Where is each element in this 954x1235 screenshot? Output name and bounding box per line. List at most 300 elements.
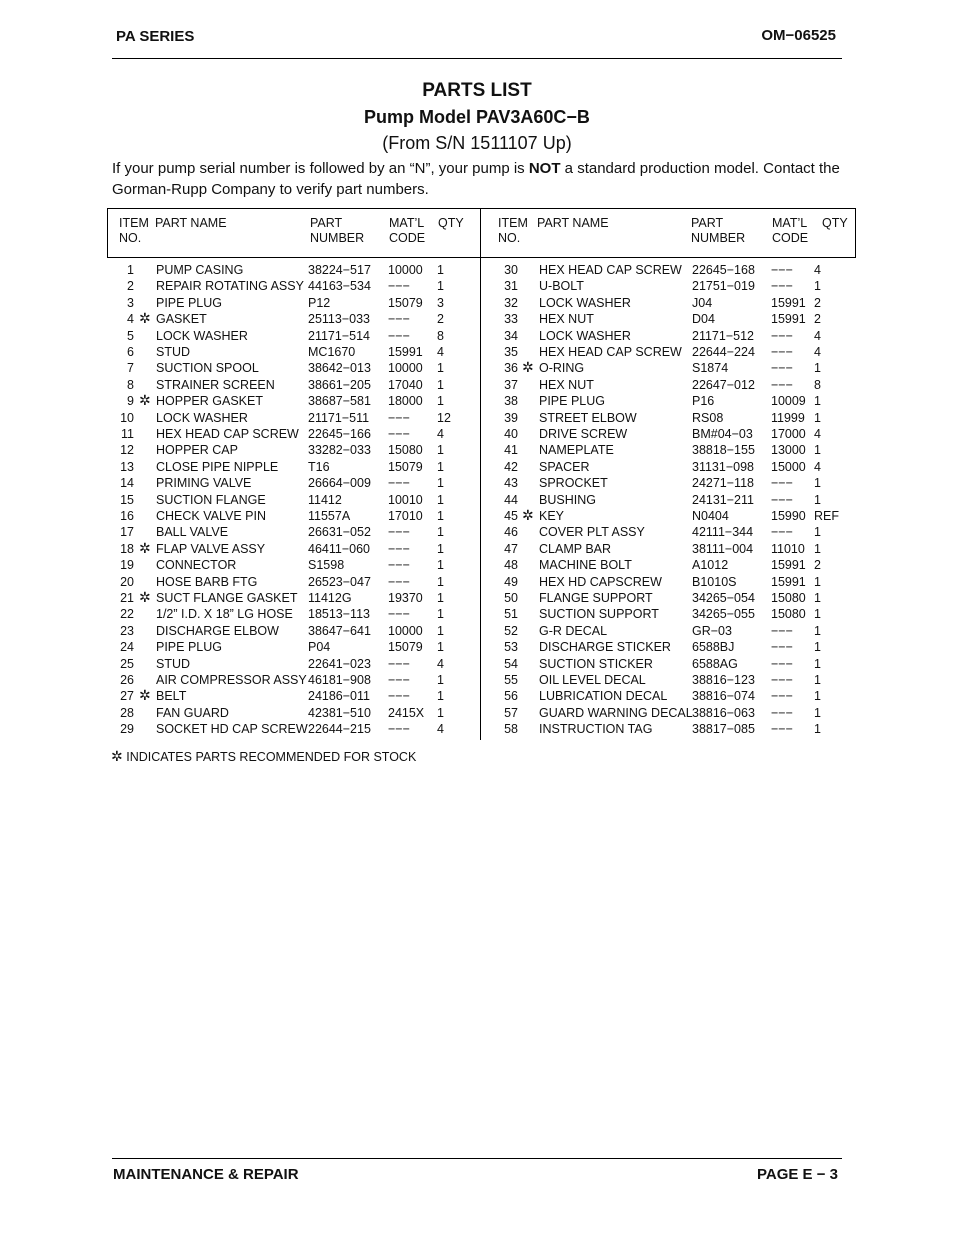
part-number: 21751−019: [692, 279, 755, 294]
item-number: 9: [127, 394, 134, 409]
quantity: 4: [814, 328, 821, 343]
matl-code: 10000: [388, 263, 423, 277]
matl-code: 15079: [388, 459, 423, 474]
item-number: 7: [127, 361, 134, 376]
item-number: 54: [504, 656, 518, 671]
asterisk-icon: ✲: [139, 589, 151, 605]
part-name: CONNECTOR: [156, 558, 237, 573]
matl-code: 10010: [388, 492, 423, 507]
matl-code: −−−: [388, 410, 410, 425]
item-number: 50: [504, 591, 518, 605]
page-title: PARTS LIST: [422, 80, 532, 101]
item-number: 52: [504, 623, 518, 638]
matl-code: −−−: [771, 623, 793, 638]
quantity: 4: [814, 427, 821, 441]
part-name: PIPE PLUG: [156, 640, 222, 655]
item-number: 39: [504, 410, 518, 425]
matl-code: −−−: [771, 263, 793, 277]
quantity: 1: [814, 591, 821, 605]
part-number: 22644−224: [692, 345, 755, 359]
quantity: 1: [437, 361, 444, 376]
item-number: 51: [504, 607, 518, 622]
part-name: NAMEPLATE: [539, 443, 614, 458]
item-number: 32: [504, 295, 518, 310]
quantity: 4: [814, 459, 821, 474]
header-part-name-left: PART NAME: [155, 216, 227, 230]
item-number: 4: [127, 312, 134, 327]
part-name: GUARD WARNING DECAL: [539, 705, 693, 720]
header-doc-number: OM−06525: [761, 27, 836, 44]
part-name: SUCTION STICKER: [539, 656, 653, 671]
header-part-number-right: PART NUMBER: [691, 216, 746, 245]
part-name: PRIMING VALVE: [156, 476, 252, 491]
part-number: GR−03: [692, 623, 732, 638]
item-number: 34: [504, 328, 518, 343]
part-name: 1/2” I.D. X 18” LG HOSE: [156, 607, 293, 622]
header-item-no-left: ITEM NO.: [119, 216, 149, 245]
header-part-name-right: PART NAME: [537, 216, 609, 230]
item-number: 25: [120, 656, 134, 671]
quantity: 4: [814, 263, 821, 277]
quantity: 1: [814, 574, 821, 589]
part-name: LOCK WASHER: [156, 410, 248, 425]
part-number: 38817−085: [692, 722, 755, 737]
matl-code: −−−: [771, 279, 793, 294]
part-number: 38818−155: [692, 443, 755, 458]
table-row: [0, 344, 954, 360]
table-row: [0, 459, 954, 475]
part-name: PIPE PLUG: [539, 394, 605, 409]
quantity: 1: [814, 640, 821, 655]
quantity: 4: [437, 345, 444, 359]
item-number: 41: [504, 443, 518, 458]
item-number: 18: [120, 541, 134, 556]
quantity: 1: [814, 279, 821, 294]
part-name: O-RING: [539, 361, 585, 376]
part-name: G-R DECAL: [539, 623, 608, 638]
matl-code: 19370: [388, 591, 423, 605]
part-name: HEX HEAD CAP SCREW: [539, 263, 682, 277]
part-number: 22645−168: [692, 263, 755, 277]
part-number: 33282−033: [308, 443, 371, 458]
part-name: BELT: [156, 689, 187, 704]
quantity: 1: [814, 492, 821, 507]
part-number: P12: [308, 295, 331, 310]
part-number: 31131−098: [692, 459, 754, 474]
quantity: 1: [437, 492, 444, 507]
part-number: 11557A: [308, 509, 351, 523]
part-number: J04: [692, 295, 713, 310]
matl-code: −−−: [771, 377, 793, 392]
part-number: 22645−166: [308, 427, 371, 441]
matl-code: −−−: [388, 689, 410, 704]
part-name: SUCT FLANGE GASKET: [156, 591, 298, 605]
quantity: 1: [437, 279, 444, 294]
quantity: 1: [437, 574, 444, 589]
item-number: 3: [127, 295, 134, 310]
table-row: [0, 426, 954, 442]
part-name: HOPPER GASKET: [156, 394, 263, 409]
table-row: [0, 508, 954, 524]
header-matl-code-left: MAT’L CODE: [389, 216, 426, 245]
item-number: 23: [120, 623, 134, 638]
table-row: [0, 377, 954, 393]
quantity: 3: [437, 295, 444, 310]
table-row: [0, 590, 954, 606]
part-number: 24271−118: [692, 476, 754, 491]
matl-code: −−−: [388, 476, 410, 491]
asterisk-icon: ✲: [139, 539, 151, 556]
quantity: REF: [814, 509, 839, 523]
part-number: 22647−012: [692, 377, 755, 392]
table-row: [0, 688, 954, 704]
matl-code: 11999: [771, 410, 805, 425]
item-number: 17: [120, 525, 134, 540]
quantity: 1: [437, 607, 444, 622]
quantity: 1: [437, 705, 444, 720]
matl-code: −−−: [388, 541, 410, 556]
serial-note: [112, 158, 852, 200]
header-rule: [112, 58, 842, 59]
item-number: 6: [127, 345, 134, 359]
part-number: 42381−510: [308, 705, 371, 720]
part-number: 24131−211: [692, 492, 754, 507]
quantity: 1: [437, 377, 444, 392]
item-number: 10: [120, 410, 134, 425]
quantity: 2: [437, 312, 444, 327]
table-row: [0, 721, 954, 737]
part-number: 26631−052: [308, 525, 371, 540]
part-name: HOPPER CAP: [156, 443, 238, 458]
quantity: 1: [814, 361, 821, 376]
item-number: 45: [504, 509, 518, 523]
matl-code: −−−: [388, 656, 410, 671]
quantity: 4: [437, 427, 444, 441]
header-series: PA SERIES: [116, 28, 195, 45]
part-number: P04: [308, 640, 331, 655]
part-name: REPAIR ROTATING ASSY: [156, 279, 304, 294]
part-name: HEX NUT: [539, 312, 594, 327]
matl-code: 11010: [771, 541, 805, 556]
header-matl-code-right: MAT’L CODE: [772, 216, 809, 245]
part-name: LOCK WASHER: [539, 328, 631, 343]
part-number: 38642−013: [308, 361, 371, 376]
table-row: [0, 574, 954, 590]
part-name: STUD: [156, 656, 191, 671]
part-number: 22644−215: [308, 722, 371, 737]
part-name: SUCTION FLANGE: [156, 492, 266, 507]
matl-code: −−−: [388, 427, 410, 441]
item-number: 14: [120, 476, 134, 491]
item-number: 33: [504, 312, 518, 327]
part-name: SUCTION SPOOL: [156, 361, 259, 376]
quantity: 1: [814, 525, 821, 540]
table-row: [0, 410, 954, 426]
matl-code: 10000: [388, 623, 423, 638]
matl-code: 15000: [771, 459, 806, 474]
matl-code: −−−: [388, 607, 410, 622]
footer-rule: [112, 1158, 842, 1159]
part-number: 26664−009: [308, 476, 371, 491]
quantity: 1: [437, 689, 444, 704]
part-number: A1012: [692, 558, 729, 573]
part-name: MACHINE BOLT: [539, 558, 632, 573]
quantity: 1: [437, 623, 444, 638]
quantity: 1: [437, 263, 444, 277]
matl-code: 10000: [388, 361, 423, 376]
quantity: 1: [437, 509, 444, 523]
asterisk-icon: ✲: [139, 310, 151, 327]
part-number: 34265−054: [692, 591, 755, 605]
item-number: 30: [504, 263, 518, 277]
part-name: HEX HEAD CAP SCREW: [156, 427, 299, 441]
part-name: HEX HEAD CAP SCREW: [539, 345, 682, 359]
quantity: 1: [814, 656, 821, 671]
matl-code: 15079: [388, 640, 423, 655]
item-number: 2: [127, 279, 134, 294]
quantity: 2: [814, 558, 821, 573]
quantity: 8: [814, 377, 821, 392]
part-number: S1598: [308, 558, 345, 573]
quantity: 1: [437, 459, 444, 474]
table-row: [0, 639, 954, 655]
part-number: 38647−641: [308, 623, 371, 638]
item-number: 27: [120, 689, 134, 704]
note-after: a standard production model. Contact the Gorman-Rupp Company to verify part numbers.: [112, 160, 840, 198]
part-name: FLANGE SUPPORT: [539, 591, 653, 605]
part-name: DISCHARGE STICKER: [539, 640, 671, 655]
part-number: 21171−512: [692, 328, 754, 343]
part-name: SUCTION SUPPORT: [539, 607, 659, 622]
matl-code: −−−: [771, 640, 793, 655]
matl-code: −−−: [771, 345, 793, 359]
part-number: 44163−534: [308, 279, 371, 294]
item-number: 28: [120, 705, 134, 720]
item-number: 49: [504, 574, 518, 589]
item-number: 58: [504, 722, 518, 737]
part-number: 22641−023: [308, 656, 371, 671]
quantity: 2: [814, 295, 821, 310]
quantity: 1: [437, 525, 444, 540]
part-number: 42111−344: [692, 525, 754, 540]
part-name: AIR COMPRESSOR ASSY: [156, 673, 307, 687]
part-name: DRIVE SCREW: [539, 427, 628, 441]
part-number: RS08: [692, 410, 724, 425]
item-number: 53: [504, 640, 518, 655]
matl-code: −−−: [388, 673, 410, 687]
matl-code: 15079: [388, 295, 423, 310]
part-number: 26523−047: [308, 574, 371, 589]
item-number: 11: [121, 427, 134, 441]
table-row: [0, 393, 954, 409]
part-name: OIL LEVEL DECAL: [539, 673, 646, 687]
asterisk-icon: ✲: [139, 392, 151, 409]
serial-range: (From S/N 1511107 Up): [382, 133, 572, 153]
matl-code: 15991: [388, 345, 423, 359]
item-number: 13: [120, 459, 134, 474]
part-name: COVER PLT ASSY: [539, 525, 645, 540]
part-name: INSTRUCTION TAG: [539, 722, 653, 737]
table-row: [0, 492, 954, 508]
table-row: [0, 328, 954, 344]
part-name: KEY: [539, 509, 565, 523]
quantity: 1: [437, 443, 444, 458]
part-number: 38816−074: [692, 689, 755, 704]
table-row: [0, 262, 954, 278]
matl-code: −−−: [388, 722, 410, 737]
asterisk-icon: ✲: [522, 359, 534, 376]
matl-code: 10009: [771, 394, 806, 409]
header-qty-right: QTY: [822, 216, 848, 230]
quantity: 1: [437, 640, 444, 655]
item-number: 19: [120, 558, 134, 573]
matl-code: 17040: [388, 377, 423, 392]
item-number: 44: [504, 492, 518, 507]
matl-code: −−−: [771, 705, 793, 720]
matl-code: 15990: [771, 509, 806, 523]
part-number: 25113−033: [308, 312, 370, 327]
quantity: 1: [437, 394, 444, 409]
part-name: SPACER: [539, 459, 590, 474]
part-name: FLAP VALVE ASSY: [156, 541, 266, 556]
item-number: 22: [120, 607, 134, 622]
item-number: 1: [127, 263, 134, 277]
quantity: 1: [814, 722, 821, 737]
part-name: PIPE PLUG: [156, 295, 222, 310]
part-name: PUMP CASING: [156, 263, 244, 277]
part-name: SOCKET HD CAP SCREW: [156, 722, 308, 737]
part-name: LUBRICATION DECAL: [539, 689, 668, 704]
table-row: [0, 311, 954, 327]
table-row: [0, 705, 954, 721]
part-number: T16: [308, 459, 330, 474]
matl-code: 15080: [388, 443, 423, 458]
quantity: 4: [437, 656, 444, 671]
asterisk-icon: ✲: [522, 507, 534, 523]
item-number: 21: [120, 591, 134, 605]
item-number: 42: [504, 459, 518, 474]
item-number: 31: [504, 279, 518, 294]
matl-code: −−−: [388, 525, 410, 540]
note-before: If your pump serial number is followed by an “N”, your pump is: [112, 160, 529, 177]
item-number: 40: [504, 427, 518, 441]
part-name: HEX NUT: [539, 377, 594, 392]
quantity: 1: [437, 673, 444, 687]
matl-code: −−−: [771, 492, 793, 507]
table-row: [0, 672, 954, 688]
quantity: 1: [814, 623, 821, 638]
quantity: 1: [814, 689, 821, 704]
item-number: 36: [504, 361, 518, 376]
matl-code: −−−: [771, 476, 793, 491]
table-row: [0, 295, 954, 311]
part-number: S1874: [692, 361, 729, 376]
part-name: SPROCKET: [539, 476, 608, 491]
part-number: D04: [692, 312, 715, 327]
item-number: 29: [120, 722, 134, 737]
part-number: 21171−514: [308, 328, 370, 343]
item-number: 57: [504, 705, 518, 720]
quantity: 1: [814, 541, 821, 556]
matl-code: 13000: [771, 443, 806, 458]
part-number: 11412G: [308, 591, 352, 605]
part-number: 21171−511: [308, 410, 370, 425]
item-number: 43: [504, 476, 518, 491]
part-name: DISCHARGE ELBOW: [156, 623, 279, 638]
part-number: 6588AG: [692, 656, 738, 671]
item-number: 15: [120, 492, 134, 507]
footer-section: MAINTENANCE & REPAIR: [113, 1166, 299, 1183]
header-part-number-left: PART NUMBER: [310, 216, 365, 245]
header-qty-left: QTY: [438, 216, 464, 230]
part-number: 34265−055: [692, 607, 755, 622]
item-number: 24: [120, 640, 134, 655]
part-name: FAN GUARD: [156, 705, 229, 720]
part-name: BUSHING: [539, 492, 596, 507]
note-bold: NOT: [528, 160, 561, 177]
item-number: 56: [504, 689, 518, 704]
footnote-text: INDICATES PARTS RECOMMENDED FOR STOCK: [126, 750, 417, 764]
table-row: [0, 475, 954, 491]
header-item-no-right: ITEM NO.: [498, 216, 528, 245]
matl-code: −−−: [388, 279, 410, 294]
part-number: 38111−004: [692, 541, 754, 556]
part-name: STRAINER SCREEN: [156, 377, 275, 392]
table-row: [0, 623, 954, 639]
part-number: 38224−517: [308, 263, 371, 277]
matl-code: −−−: [771, 673, 793, 687]
part-number: 38687−581: [308, 394, 371, 409]
part-name: CHECK VALVE PIN: [156, 509, 266, 523]
asterisk-icon: ✲: [111, 748, 123, 764]
item-number: 46: [504, 525, 518, 540]
pump-model: Pump Model PAV3A60C−B: [364, 107, 590, 127]
matl-code: 15080: [771, 607, 806, 622]
item-number: 8: [127, 377, 134, 392]
part-name: U-BOLT: [539, 279, 584, 294]
matl-code: −−−: [388, 312, 410, 327]
part-number: 18513−113: [308, 607, 370, 622]
matl-code: −−−: [388, 574, 410, 589]
quantity: 2: [814, 312, 821, 327]
matl-code: −−−: [388, 558, 410, 573]
matl-code: 17010: [388, 509, 423, 523]
item-number: 48: [504, 558, 518, 573]
matl-code: 15991: [771, 574, 806, 589]
part-name: GASKET: [156, 312, 207, 327]
item-number: 16: [120, 509, 134, 523]
matl-code: 15991: [771, 295, 806, 310]
asterisk-icon: ✲: [139, 687, 151, 704]
quantity: 4: [437, 722, 444, 737]
item-number: 35: [504, 345, 518, 359]
item-number: 37: [504, 377, 518, 392]
part-number: 24186−011: [308, 689, 370, 704]
quantity: 4: [814, 345, 821, 359]
table-row: [0, 278, 954, 294]
matl-code: −−−: [388, 328, 410, 343]
quantity: 1: [814, 476, 821, 491]
item-number: 20: [120, 574, 134, 589]
part-number: 6588BJ: [692, 640, 735, 655]
matl-code: 15991: [771, 558, 806, 573]
matl-code: 2415X: [388, 705, 425, 720]
part-name: LOCK WASHER: [539, 295, 631, 310]
quantity: 1: [437, 591, 444, 605]
matl-code: −−−: [771, 361, 793, 376]
table-row: [0, 360, 954, 376]
part-name: LOCK WASHER: [156, 328, 248, 343]
